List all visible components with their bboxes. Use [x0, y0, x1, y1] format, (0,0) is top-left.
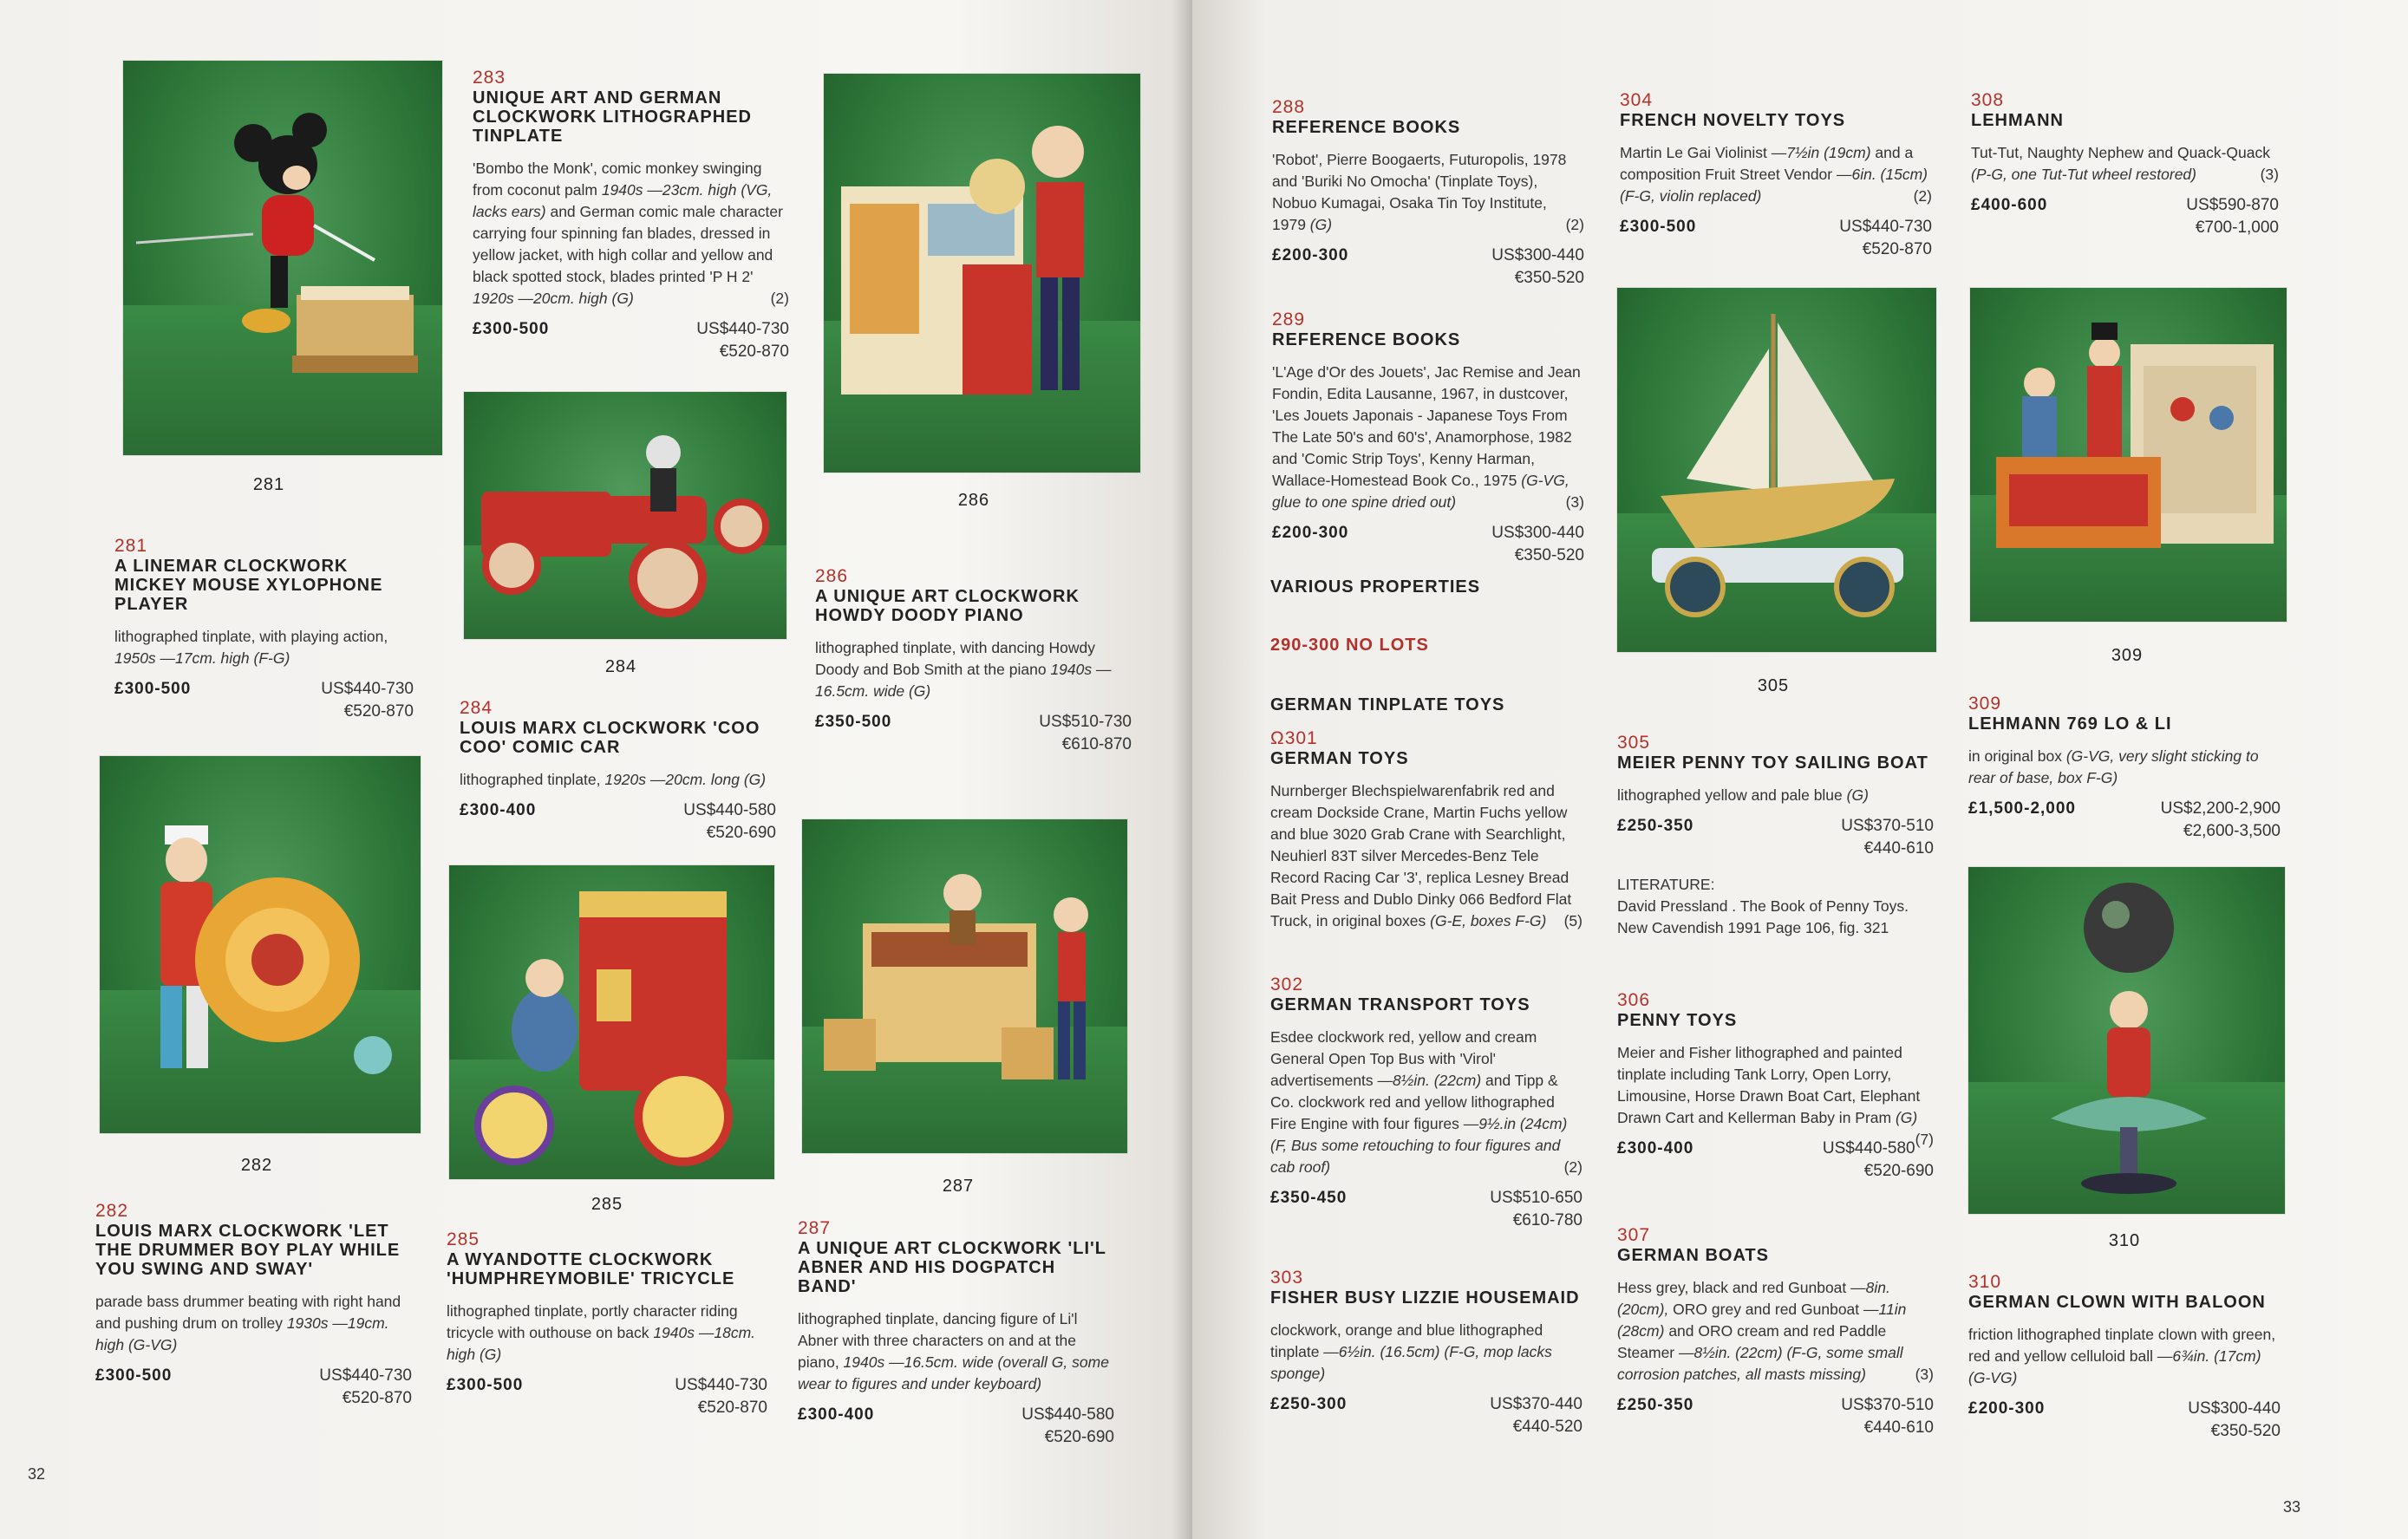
lot-quantity: (2): [1563, 1158, 1582, 1176]
lot-prices: [1617, 1138, 1934, 1183]
lot-281: [114, 536, 414, 723]
estimate-eur: €520-870: [719, 342, 789, 361]
caption-310: 310: [2108, 1231, 2141, 1250]
estimate-usd: US$440-580: [1021, 1405, 1114, 1424]
lot-quantity: (2): [1565, 216, 1584, 233]
lot-310: [1968, 1272, 2281, 1443]
estimate-usd: US$440-730: [696, 320, 789, 338]
estimate-gbp: £200-300: [1272, 246, 1349, 264]
estimate-gbp: £250-300: [1270, 1395, 1348, 1413]
estimate-eur: €440-610: [1863, 1418, 1934, 1437]
estimate-usd: US$510-730: [1039, 713, 1132, 731]
lot-description: clockwork, orange and blue lithographed tinplate —6½in. (16.5cm) (F-G, mop lacks sponge): [1270, 1321, 1552, 1382]
page-number-left: 32: [28, 1465, 46, 1483]
estimate-usd: US$370-510: [1841, 1396, 1934, 1414]
lot-number: 309: [1968, 694, 2002, 714]
caption-284: 284: [604, 657, 637, 676]
estimate-eur: €520-870: [342, 1389, 412, 1407]
lot-289: [1272, 310, 1584, 567]
estimate-usd: US$300-440: [1491, 524, 1584, 542]
lot-description: Tut-Tut, Naughty Nephew and Quack-Quack (P-G, one Tut-Tut wheel restored) (3): [1971, 142, 2279, 186]
lot-quantity: (5): [1563, 912, 1582, 929]
lot-number: 289: [1272, 310, 1306, 329]
lot-284: [460, 698, 776, 844]
photo-lot-286: [824, 74, 1140, 473]
lot-prices: [1617, 1394, 1934, 1439]
estimate-gbp: £1,500-2,000: [1968, 799, 2076, 818]
lot-prices: [798, 1404, 1114, 1449]
lot-prices: [1617, 815, 1934, 860]
lot-description: 'Bombo the Monk', comic monkey swinging from coconut palm 1940s —23cm. high (VG, lacks ears) and German comic male character carrying four spinning fan blades, dressed in yellow jacket, with high collar and yellow and black spotted stock, blades printed 'P H 2' 1920s —20cm. high (G) (2): [473, 158, 789, 310]
lot-286: [815, 566, 1132, 756]
caption-286: 286: [957, 491, 990, 510]
lot-307: [1617, 1225, 1934, 1439]
estimate-gbp: £350-450: [1270, 1189, 1348, 1207]
caption-282: 282: [240, 1156, 273, 1175]
lot-description: 'L'Age d'Or des Jouets', Jac Remise and Jean Fondin, Edita Lausanne, 1967, in dustcover, 'Les Jouets Japonais - Japanese Toys From The Late 50's and 60's', Anamorphose, 1982 and 'Comic Strip Toys', Kenny Harman, Wallace-Homestead Book Co., 1975 (G-VG, glue to one spine dried out) (3): [1272, 362, 1584, 513]
lot-308: [1971, 90, 2279, 239]
estimate-usd: US$440-730: [1839, 218, 1932, 236]
lot-prices: [473, 318, 789, 363]
estimate-eur: €520-870: [343, 702, 414, 721]
lot-number: 302: [1270, 975, 1304, 994]
lot-title: GERMAN TOYS: [1270, 749, 1409, 768]
caption-285: 285: [591, 1195, 623, 1214]
estimate-usd: US$300-440: [1491, 246, 1584, 264]
page-number-right: 33: [2283, 1498, 2301, 1516]
estimate-gbp: £350-500: [815, 713, 892, 731]
lot-title: A LINEMAR CLOCKWORK MICKEY MOUSE XYLOPHONE PLAYER: [114, 557, 383, 614]
caption-287: 287: [942, 1177, 975, 1196]
lot-number: 307: [1617, 1225, 1651, 1245]
estimate-usd: US$370-510: [1841, 817, 1934, 835]
lot-prices: [447, 1374, 767, 1419]
estimate-eur: €520-690: [1044, 1428, 1114, 1446]
lot-prices: [1270, 1187, 1582, 1232]
lot-description: Martin Le Gai Violinist —7½in (19cm) and a composition Fruit Street Vendor —6in. (15cm) (F-G, violin replaced) (2): [1620, 142, 1932, 207]
lot-number: 284: [460, 698, 493, 718]
lot-number: 310: [1968, 1272, 2002, 1292]
estimate-usd: US$440-580: [1822, 1139, 1915, 1158]
lot-description: lithographed tinplate, portly character riding tricycle with outhouse on back 1940s —18cm. high (G): [447, 1302, 756, 1363]
lot-title: FISHER BUSY LIZZIE HOUSEMAID: [1270, 1288, 1580, 1307]
lot-title: MEIER PENNY TOY SAILING BOAT: [1617, 753, 1928, 773]
lot-prices: [815, 711, 1132, 756]
lot-305: [1617, 733, 1934, 939]
lot-title: GERMAN TRANSPORT TOYS: [1270, 995, 1530, 1014]
lot-title: GERMAN BOATS: [1617, 1246, 1769, 1265]
lot-description: Nurnberger Blechspielwarenfabrik red and cream Dockside Crane, Martin Fuchs yellow and blue 3020 Grab Crane with Searchlight, Neuhierl 83T silver Mercedes-Benz Tele Record Racing Car '3', replica Lesney Bread Bait Press and Dublo Dinky 066 Bedford Flat Truck, in original boxes (G-E, boxes F-G) (5): [1270, 780, 1582, 932]
lot-title: REFERENCE BOOKS: [1272, 330, 1461, 349]
estimate-gbp: £300-500: [447, 1376, 524, 1394]
photo-lot-309: [1970, 288, 2287, 622]
lot-301: [1270, 728, 1582, 932]
lot-302: [1270, 975, 1582, 1232]
caption-309: 309: [2111, 646, 2144, 665]
lot-number: Ω301: [1270, 728, 1318, 748]
lot-prices: [114, 678, 414, 723]
estimate-eur: €520-690: [1863, 1162, 1934, 1180]
estimate-eur: €350-520: [1514, 546, 1584, 564]
lot-title: LOUIS MARX CLOCKWORK 'COO COO' COMIC CAR: [460, 719, 760, 757]
estimate-gbp: £300-400: [798, 1405, 875, 1424]
lot-description: parade bass drummer beating with right hand and pushing drum on trolley 1930s —19cm. high (G-VG): [95, 1293, 401, 1353]
estimate-usd: US$440-730: [321, 680, 414, 698]
lot-number: 306: [1617, 990, 1651, 1010]
lot-number: 288: [1272, 97, 1306, 117]
estimate-gbp: £300-500: [114, 680, 192, 698]
lot-title: GERMAN CLOWN WITH BALOON: [1968, 1293, 2266, 1312]
mickey-xylophone-image: [123, 61, 442, 455]
left-page: [0, 0, 1192, 1539]
lot-283: [473, 68, 789, 363]
estimate-eur: €440-610: [1863, 839, 1934, 858]
lot-title: REFERENCE BOOKS: [1272, 118, 1461, 137]
lot-description: in original box (G-VG, very slight sticking to rear of base, box F-G): [1968, 747, 2259, 786]
lot-282: [95, 1201, 412, 1410]
coo-coo-car-image: [464, 392, 786, 639]
lot-description: lithographed tinplate, dancing figure of Li'l Abner with three characters on and at the piano, 1940s —16.5cm. wide (overall G, some wear to figures and under keyboard): [798, 1310, 1109, 1392]
humphreymobile-image: [449, 865, 774, 1179]
lot-title: A UNIQUE ART CLOCKWORK 'LI'L ABNER AND HIS DOGPATCH BAND': [798, 1239, 1106, 1296]
estimate-gbp: £250-350: [1617, 817, 1694, 835]
photo-lot-285: [449, 865, 774, 1179]
estimate-usd: US$440-730: [319, 1366, 412, 1385]
photo-lot-284: [464, 392, 786, 639]
lot-prices: [95, 1365, 412, 1410]
lot-number: 305: [1617, 733, 1651, 753]
lot-number: 286: [815, 566, 849, 586]
lot-title: LOUIS MARX CLOCKWORK 'LET THE DRUMMER BOY PLAY WHILE YOU SWING AND SWAY': [95, 1222, 401, 1279]
lot-number: 281: [114, 536, 148, 556]
lot-description: lithographed tinplate, with dancing Howdy Doody and Bob Smith at the piano 1940s —16.5cm. wide (G): [815, 639, 1112, 700]
estimate-eur: €2,600-3,500: [2183, 822, 2281, 840]
estimate-usd: US$440-580: [683, 801, 776, 819]
lot-prices: [460, 799, 776, 844]
estimate-gbp: £300-500: [95, 1366, 173, 1385]
howdy-doody-piano-image: [824, 74, 1140, 473]
estimate-gbp: £250-350: [1617, 1396, 1694, 1414]
lot-prices: [1620, 216, 1932, 261]
estimate-eur: €440-520: [1512, 1418, 1582, 1436]
estimate-gbp: £300-500: [1620, 218, 1697, 236]
estimate-gbp: £300-400: [1617, 1139, 1694, 1158]
estimate-eur: €520-870: [1862, 240, 1932, 258]
lot-number: 285: [447, 1229, 480, 1249]
lot-309: [1968, 694, 2281, 843]
lot-prices: [1270, 1393, 1582, 1438]
estimate-usd: US$590-870: [2186, 196, 2279, 214]
lot-description: lithographed tinplate, with playing action, 1950s —17cm. high (F-G): [114, 628, 388, 667]
penny-sailing-boat-image: [1617, 288, 1936, 652]
estimate-usd: US$510-650: [1490, 1189, 1582, 1207]
lot-title: PENNY TOYS: [1617, 1011, 1738, 1030]
lot-number: 282: [95, 1201, 129, 1221]
estimate-gbp: £300-400: [460, 801, 537, 819]
estimate-gbp: £200-300: [1968, 1399, 2046, 1418]
lot-number: 283: [473, 68, 506, 88]
estimate-gbp: £400-600: [1971, 196, 2048, 214]
estimate-eur: €350-520: [1514, 269, 1584, 287]
lil-abner-band-image: [802, 819, 1127, 1153]
lot-303: [1270, 1268, 1582, 1438]
lot-title: UNIQUE ART AND GERMAN CLOCKWORK LITHOGRAPHED TINPLATE: [473, 88, 752, 146]
lot-304: [1620, 90, 1932, 261]
lot-description: lithographed tinplate, 1920s —20cm. long (G): [460, 771, 767, 788]
estimate-eur: €520-870: [697, 1399, 767, 1417]
lot-quantity: (2): [770, 290, 789, 307]
lot-quantity: (3): [1915, 1366, 1934, 1383]
estimate-usd: US$440-730: [675, 1376, 767, 1394]
lot-description: friction lithographed tinplate clown with green, red and yellow celluloid ball —6¾in. (17cm) (G-VG): [1968, 1326, 2276, 1386]
estimate-usd: US$370-440: [1490, 1395, 1582, 1413]
lot-number: 287: [798, 1218, 832, 1238]
lot-306: [1617, 990, 1934, 1183]
lot-title: A UNIQUE ART CLOCKWORK HOWDY DOODY PIANO: [815, 587, 1080, 625]
estimate-gbp: £300-500: [473, 320, 550, 338]
lot-title: LEHMANN 769 LO & LI: [1968, 714, 2172, 734]
lot-288: [1272, 97, 1584, 290]
lo-and-li-image: [1970, 288, 2287, 622]
estimate-gbp: £200-300: [1272, 524, 1349, 542]
lot-description: lithographed yellow and pale blue (G): [1617, 786, 1869, 804]
photo-lot-310: [1968, 867, 2285, 1214]
estimate-eur: €700-1,000: [2195, 218, 2279, 237]
literature-label: LITERATURE:: [1617, 876, 1715, 893]
estimate-eur: €610-870: [1061, 735, 1132, 753]
photo-lot-305: [1617, 288, 1936, 652]
drummer-boy-image: [100, 756, 421, 1133]
lot-number: 304: [1620, 90, 1654, 110]
lot-title: A WYANDOTTE CLOCKWORK 'HUMPHREYMOBILE' TRICYCLE: [447, 1250, 735, 1288]
lot-285: [447, 1229, 767, 1419]
lot-description: 'Robot', Pierre Boogaerts, Futuropolis, 1978 and 'Buriki No Omocha' (Tinplate Toys), Nobuo Kumagai, Osaka Tin Toy Institute, 1979 (G) (2): [1272, 149, 1584, 236]
lot-prices: [1968, 798, 2281, 843]
lot-quantity: (7): [1915, 1131, 1934, 1148]
lot-number: 303: [1270, 1268, 1304, 1288]
lot-prices: [1272, 522, 1584, 567]
estimate-eur: €350-520: [2210, 1422, 2281, 1440]
section-no-lots: 290-300 NO LOTS: [1270, 636, 1429, 655]
literature-reference: David Pressland . The Book of Penny Toys. New Cavendish 1991 Page 106, fig. 321: [1617, 897, 1909, 936]
estimate-eur: €520-690: [706, 824, 776, 842]
lot-quantity: (2): [1913, 187, 1932, 205]
lot-description: Esdee clockwork red, yellow and cream General Open Top Bus with 'Virol' advertisements —8½in. (22cm) and Tipp & Co. clockwork red and yellow lithographed Fire Engine with four figures —9½.in (24cm) (F, Bus some retouching to four figures and cab roof) (2): [1270, 1027, 1582, 1178]
photo-lot-282: [100, 756, 421, 1133]
lot-title: LEHMANN: [1971, 111, 2064, 130]
caption-281: 281: [252, 475, 285, 494]
estimate-eur: €610-780: [1512, 1211, 1582, 1229]
section-german-tinplate: GERMAN TINPLATE TOYS: [1270, 695, 1505, 714]
lot-prices: [1968, 1398, 2281, 1443]
lot-number: 308: [1971, 90, 2005, 110]
caption-305: 305: [1757, 676, 1790, 695]
lot-quantity: (3): [2260, 166, 2279, 183]
right-page: [1192, 0, 2408, 1539]
section-various-properties: VARIOUS PROPERTIES: [1270, 577, 1481, 597]
estimate-usd: US$2,200-2,900: [2160, 799, 2281, 818]
photo-lot-287: [802, 819, 1127, 1153]
lot-title: FRENCH NOVELTY TOYS: [1620, 111, 1846, 130]
lot-quantity: (3): [1565, 493, 1584, 511]
estimate-usd: US$300-440: [2188, 1399, 2281, 1418]
clown-baloon-image: [1968, 867, 2285, 1214]
lot-prices: [1272, 245, 1584, 290]
lot-287: [798, 1218, 1114, 1449]
lot-prices: [1971, 194, 2279, 239]
lot-description: Meier and Fisher lithographed and painted tinplate including Tank Lorry, Open Lorry, Limousine, Horse Drawn Boat Cart, Elephant Drawn Cart and Kellerman Baby in Pram (G) (7): [1617, 1042, 1934, 1129]
photo-lot-281: [123, 61, 442, 455]
lot-description: Hess grey, black and red Gunboat —8in. (20cm), ORO grey and red Gunboat —11in (28cm) and ORO cream and red Paddle Steamer —8½in. (22cm) (F-G, some small corrosion patches, all masts missing) (3): [1617, 1277, 1934, 1386]
